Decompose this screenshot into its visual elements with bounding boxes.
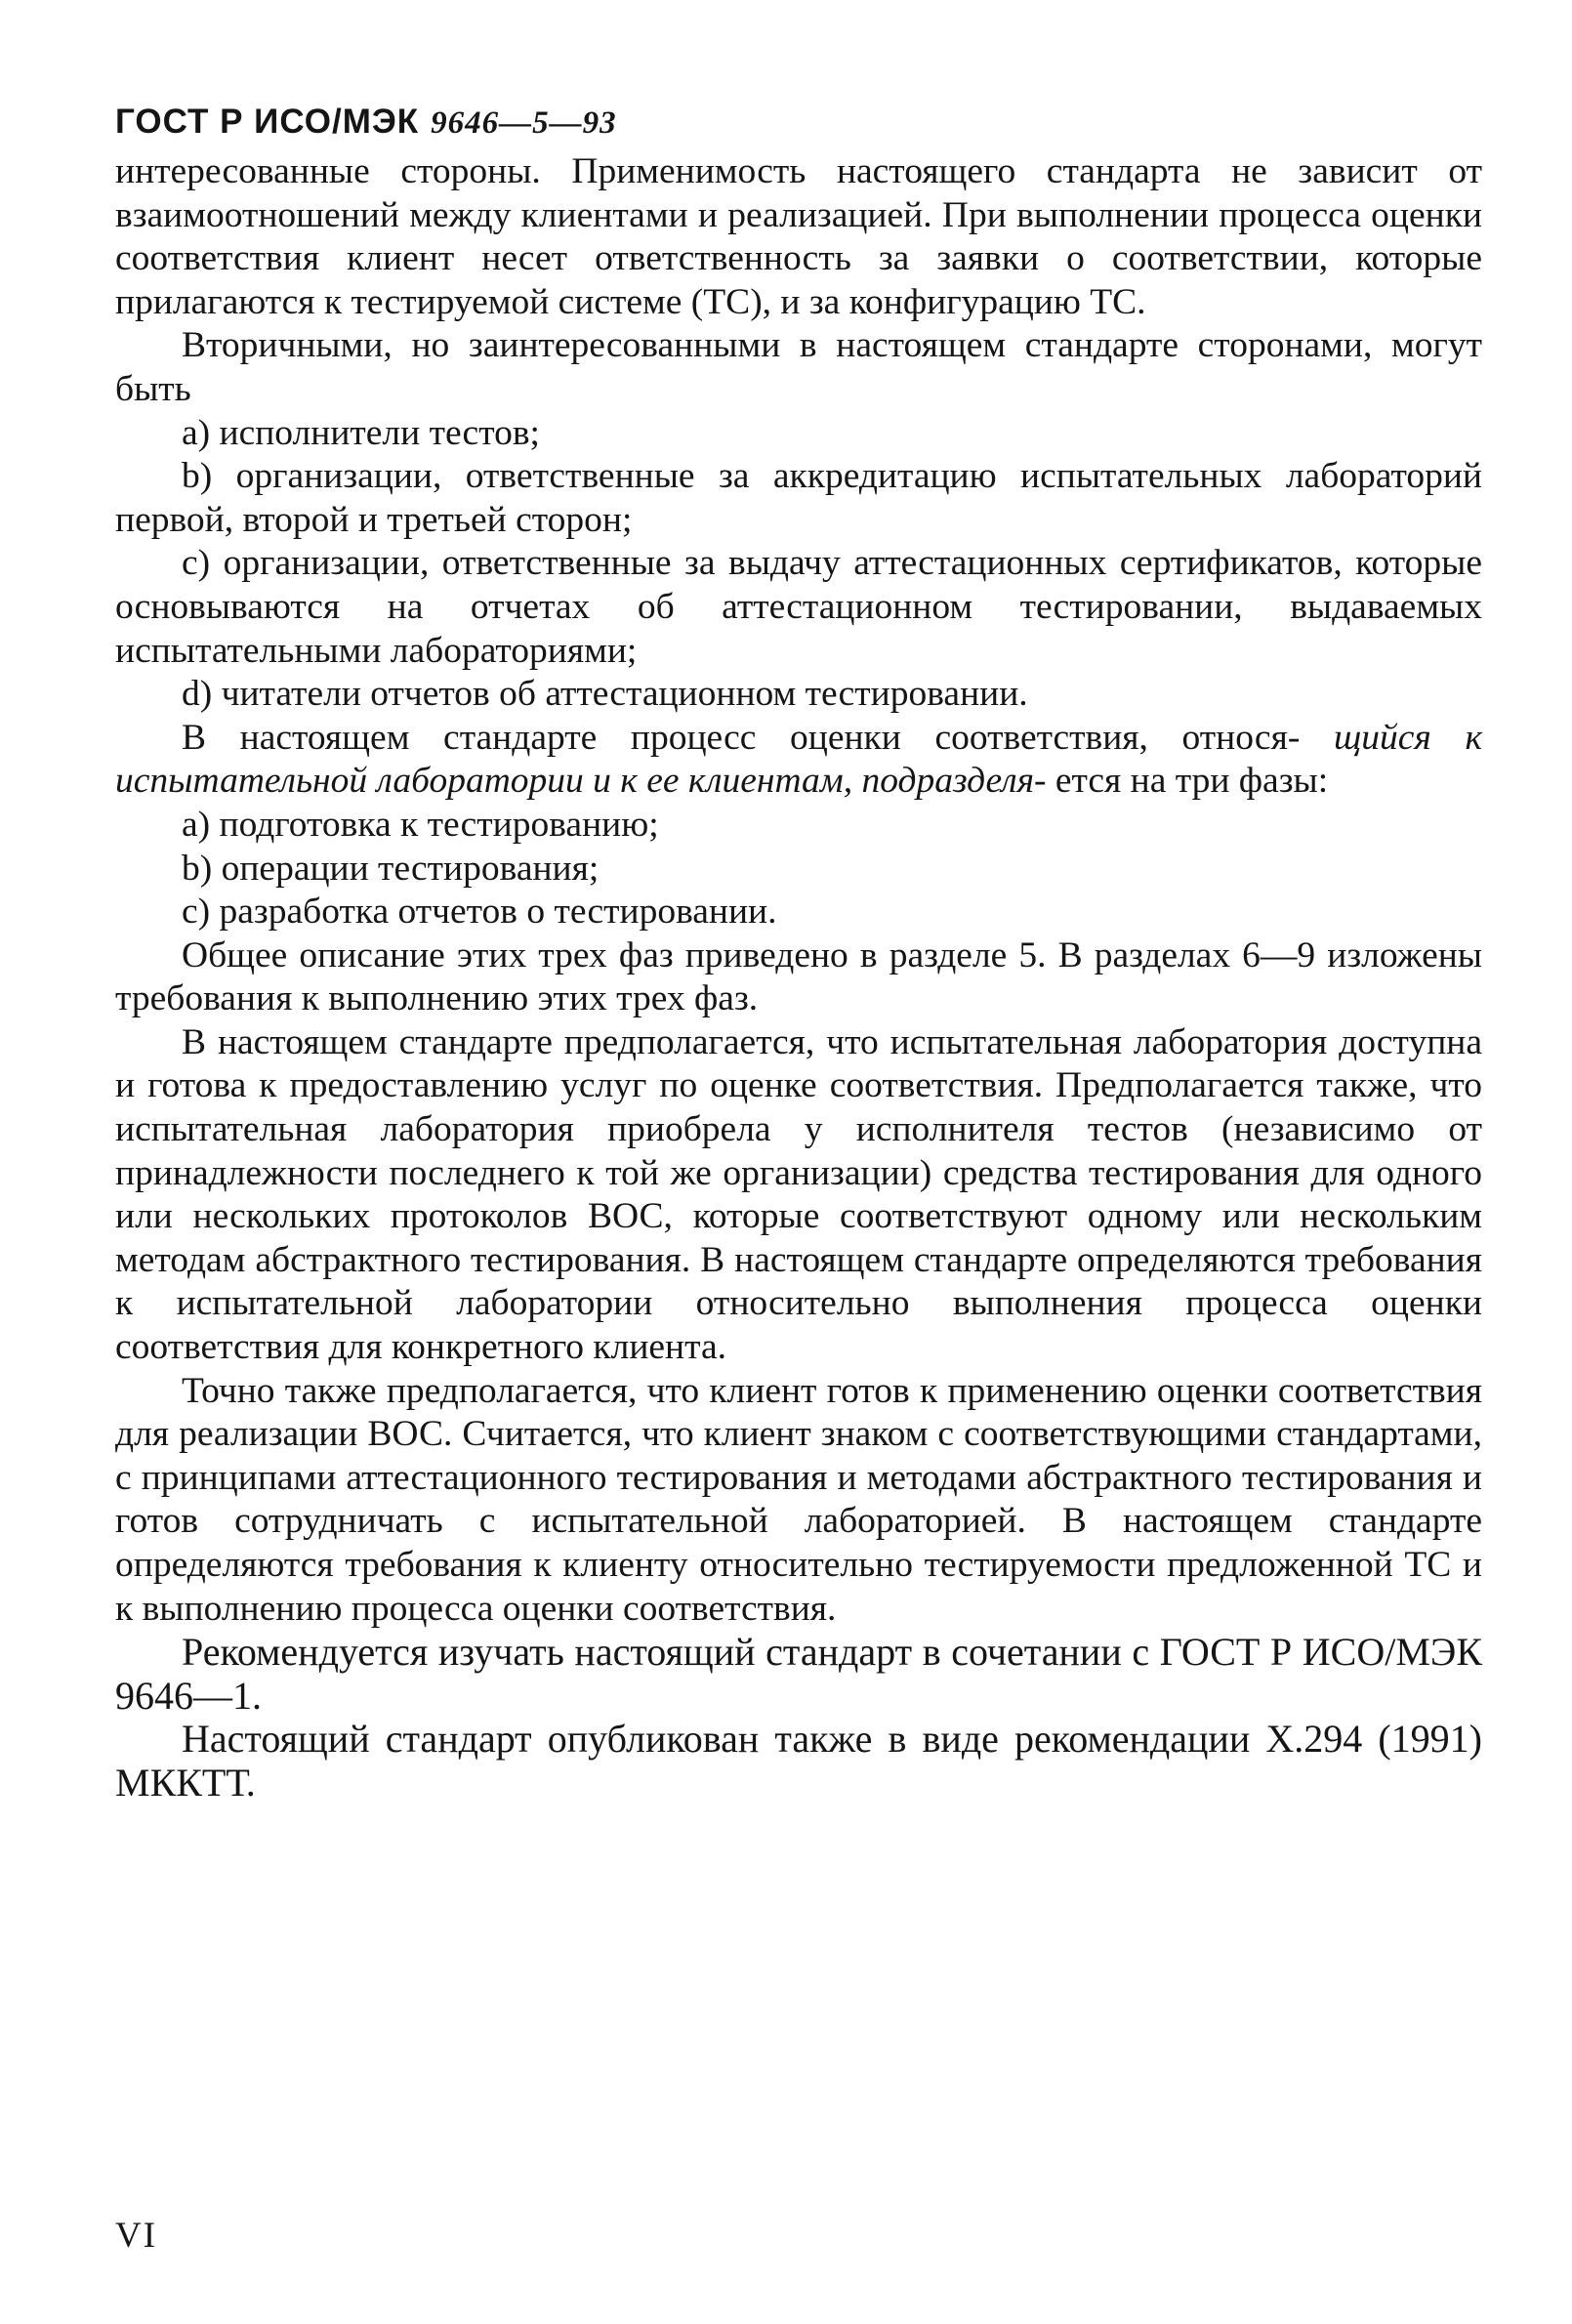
paragraph-3-italic: щийся к испытательной лаборатории и к ее клиентам, подразделя- xyxy=(115,717,1482,802)
standard-number: 9646—5—93 xyxy=(431,105,617,141)
list-item: а) исполнители тестов; xyxy=(182,412,540,453)
paragraph-4: Общее описание этих трех фаз приведено в разделе 5. В разделах 6—9 изложены требования к выполнению этих трех фаз. xyxy=(115,934,1482,1019)
paragraph-6: Точно также предполагается, что клиент готов к применению оценки соответствия для реализации ВОС. Считается, что клиент знаком с соответствующими стандартами, с принципами аттестационного тестирования и методами абстрактного тестирования и готов сотрудничать с испытательной лабораторией. В настоящем стандарте определяются требования к клиенту относительно тестируемости предложенной ТС и к выполнению процесса оценки соответствия. xyxy=(115,1370,1482,1629)
list-item: c) разработка отчетов о тестировании. xyxy=(182,892,777,933)
paragraph-8: Настоящий стандарт опубликован также в виде рекомендации X.294 (1991) МККТТ. xyxy=(115,1717,1482,1805)
paragraph-7: Рекомендуется изучать настоящий стандарт в сочетании с ГОСТ Р ИСО/МЭК 9646—1. xyxy=(115,1630,1482,1718)
list-item: b) операции тестирования; xyxy=(182,848,600,889)
paragraph-3 xyxy=(115,717,1482,804)
paragraph-3-end: ется на три фазы: xyxy=(1055,761,1329,802)
paragraph-3-start: В настоящем стандарте процесс оценки соответствия, относя- xyxy=(182,717,1301,758)
standard-designation: ГОСТ Р ИСО/МЭК xyxy=(115,103,420,141)
list-item: а) подготовка к тестированию; xyxy=(182,804,659,845)
body-text xyxy=(115,150,1482,1805)
paragraph-2: Вторичными, но заинтересованными в настоящем стандарте сторонами, могут быть xyxy=(115,325,1482,409)
list-item: b) организации, ответственные за аккредитацию испытательных лабораторий первой, второй и третьей сторон; xyxy=(115,456,1482,540)
list-item: d) читатели отчетов об аттестационном тестировании. xyxy=(182,674,1028,715)
document-page xyxy=(115,94,1482,1805)
page-header xyxy=(115,94,1482,150)
paragraph-1: интересованные стороны. Применимость настоящего стандарта не зависит от взаимоотношений между клиентами и реализацией. При выполнении процесса оценки соответствия клиент несет ответственность за заявки о соответствии, которые прилагаются к тестируемой системе (ТС), и за конфигурацию ТС. xyxy=(115,151,1482,322)
paragraph-5: В настоящем стандарте предполагается, что испытательная лаборатория доступна и готова к предоставлению услуг по оценке соответствия. Предполагается также, что испытательная лаборатория приобрела у исполнителя тестов (независимо от принадлежности последнего к той же организации) средства тестирования для одного или нескольких протоколов ВОС, которые соответствуют одному или нескольким методам абстрактного тестирования. В настоящем стандарте определяются требования к испытательной лаборатории относительно выполнения процесса оценки соответствия для конкретного клиента. xyxy=(115,1021,1482,1368)
page-number: VI xyxy=(115,2216,158,2256)
list-item: c) организации, ответственные за выдачу аттестационных сертификатов, которые основываются на отчетах об аттестационном тестировании, выдаваемых испытательными лабораториями; xyxy=(115,543,1482,671)
